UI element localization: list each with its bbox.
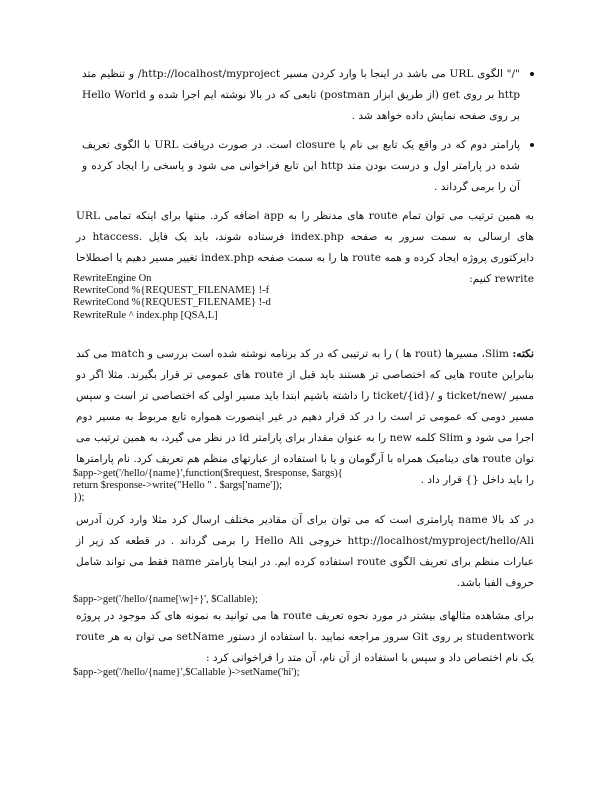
code-block-hello: $app->get('/hello/{name}',function($request, $response, $args){ return $response->write("Hello " . $args['name']); }); [73,468,343,504]
paragraph-htaccess: به همین ترتیب می توان تمام route های مدنظر را به app اضافه کرد. منتها برای اینکه تمامی URL های ارسالی به سمت سرور به صفحه index.php فرستاده شوند، باید یک فایل .htaccess در دایرکتوری پروژه ایجاد کرده و همه route ها را به سمت صفحه index.php تغییر مسیر دهیم یا اصطلاحا rewrite کنیم: [76,210,534,285]
code-block-rewrite: RewriteEngine On RewriteCond %{REQUEST_FILENAME} !-f RewriteCond %{REQUEST_FILENAME} !-d RewriteRule ^ index.php [QSA,L] [73,273,271,321]
bullet-list [82,64,534,206]
code-block-setname: $app->get('/hello/{name}',$Callable )->setName('hi'); [73,667,300,678]
bullet-text: "/" الگوی URL می باشد در اینجا با وارد کردن مسیر http://localhost/myproject/ و تنظیم متد http بر روی get (از طریق ابزار postman) تابعی که در بالا نوشته ایم اجرا شده و Hello World بر روی صفحه نمایش داده خواهد شد . [82,68,521,122]
bullet-item [82,64,534,127]
bullet-dot-icon [530,143,534,147]
note-label: نکته: [512,348,534,360]
note-text: Slim، مسیرها (rout ها ) را به ترتیبی که در کد برنامه نوشته شده است بررسی و match می کند بنابراین route هایی که اختصاصی تر هستند باید قبل از route های عمومی تر قرار بگیرند. مثلا اگر دو مسیر /ticket/new و /ticket/{id} را داشته باشیم ابتدا باید مسیر اولی که اختصاصی تر است و سپس مسیر دومی که عمومی تر است را در کد قرار دهیم در غیر اینصورت همواره تابع مربوط به مسیر دوم اجرا می شود و Slim کلمه new را به عنوان مقدار برای پارامتر id در نظر می گیرد، به همین ترتیب می توان route های دینامیک همراه با آرگومان و یا با استفاده از عبارتهای منظم هم تعریف کرد. نام پارامترها را باید داخل {} قرار داد . [76,348,535,486]
bullet-text: پارامتر دوم که در واقع یک تابع بی نام یا closure است. در صورت دریافت URL با الگوی تعریف شده در پارامتر اول و درست بودن متد http این تابع فراخوانی می شود و پاسخی را ایجاد کرده و آن را برمی گرداند . [82,139,521,193]
bullet-dot-icon [530,72,534,76]
code-block-regex: $app->get('/hello/{name[\w]+}', $Callable); [73,594,258,605]
bullet-item [82,135,534,198]
paragraph-setname: برای مشاهده مثالهای بیشتر در مورد نحوه تعریف route ها می توانید به نمونه های کد موجود در پروژه studentwork بر روی Git سرور مراجعه نمایید .با استفاده از دستور setName می توان به هر route یک نام اختصاص داد و سپس با استفاده از آن نام، آن متد را فراخوانی کرد : [76,610,535,664]
paragraph-name-param: در کد بالا name پارامتری است که می توان برای آن مقادیر مختلف ارسال کرد مثلا وارد کرن آدرس http://localhost/myproject/hello/Ali خروجی Hello Ali را برمی گرداند . در قطعه کد زیر از عبارات منظم برای تعریف الگوی route استفاده کرده ایم. در اینجا پارامتر name فقط می تواند شامل حروف الفبا باشد. [76,514,534,589]
